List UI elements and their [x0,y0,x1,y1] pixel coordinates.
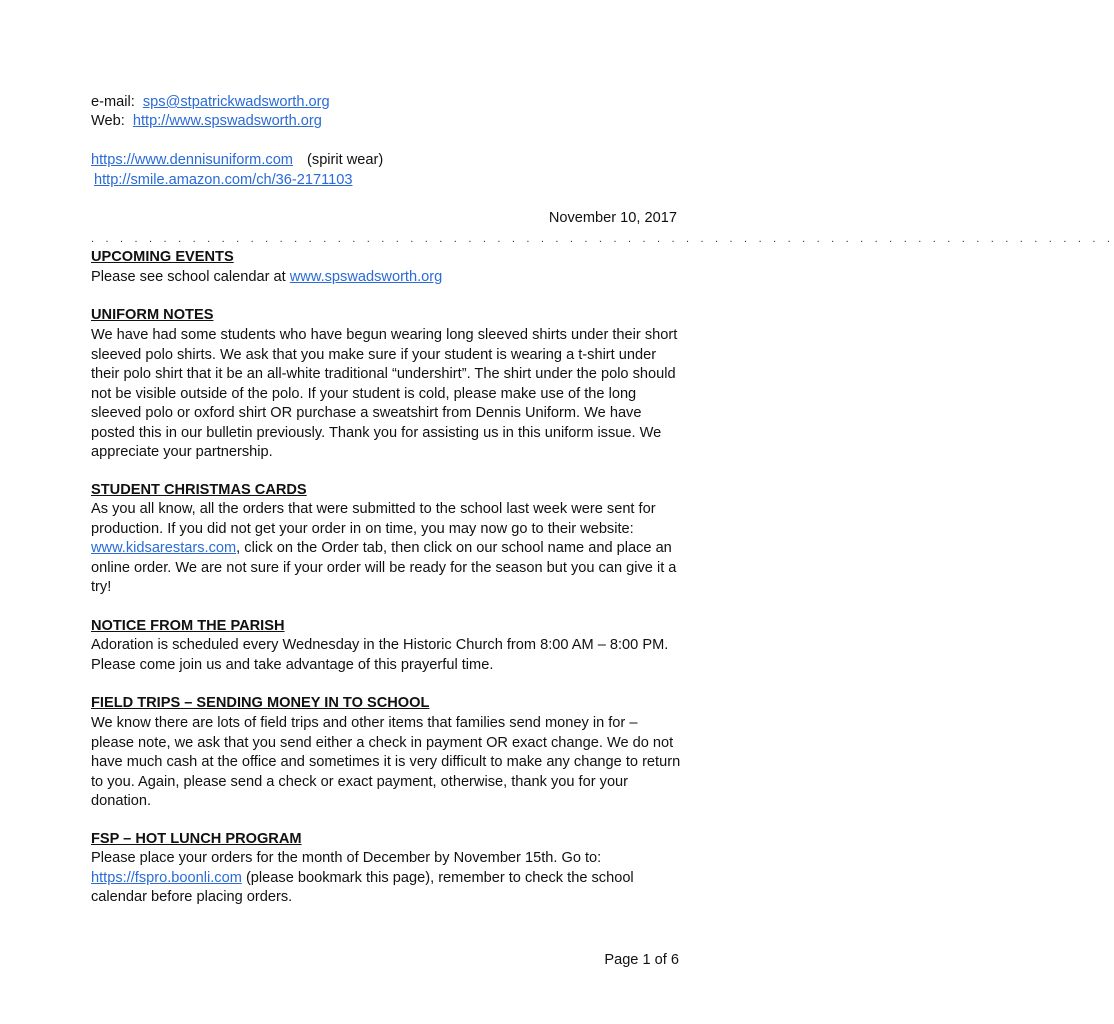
hot-lunch-body: Please place your orders for the month of December by November 15th. Go to: [91,850,602,866]
uniform-line [91,151,383,171]
parish-notice-heading: NOTICE FROM THE PARISH [91,618,285,634]
amazon-line [94,171,353,191]
web-line [91,112,322,132]
uniform-notes-text: We have had some students who have begun wearing long sleeved shirts under their short sleeved polo shirts. We ask that you make sure if your student is wearing a t-shirt under their polo shirt that it be an all-white traditional “undershirt”. The shirt under the polo should not be visible outside of the polo. If your student is cold, please make use of the long sleeved polo or oxford shirt OR purchase a sweatshirt from Dennis Uniform. We have posted this in our bulletin previously. Thank you for assisting us in this uniform issue. We appreciate your partnership. [91,327,678,460]
letter-date: November 10, 2017 [548,210,677,226]
calendar-link[interactable]: www.spswadsworth.org [289,269,443,285]
dotted-divider: . . . . . . . . . . . . . . . . . . . . . . . . . . . . . . . . . . . . . . . . . . . . . . . . . . . . . . . . . . . . . . . . . . . . . . . [91,233,1114,245]
upcoming-events-text [91,268,442,288]
hot-lunch-heading: FSP – HOT LUNCH PROGRAM [91,831,302,847]
uniform-notes-heading: UNIFORM NOTES [91,307,214,323]
christmas-cards-text [91,500,681,598]
field-trips-text: We know there are lots of field trips and other items that families send money in for – please note, we ask that you send either a check in payment OR exact change. We do not have much cash at the office and sometimes it is very difficult to make any change to return to you. Again, please send a check or exact payment, otherwise, thank you for your donation. [91,715,681,809]
christmas-cards-body: As you all know, all the orders that were submitted to the school last week were sent for production. If you did not get your order in on time, you may now go to their website: [91,501,656,537]
page-number: Page 1 of 6 [604,952,679,968]
upcoming-events-body: Please see school calendar at [91,269,290,285]
spirit-wear-note: (spirit wear) [307,152,384,168]
web-label: Web: [91,113,125,129]
upcoming-events-heading: UPCOMING EVENTS [91,249,234,265]
amazon-smile-link[interactable]: http://smile.amazon.com/ch/36-2171103 [94,172,353,188]
christmas-cards-heading: STUDENT CHRISTMAS CARDS [91,482,307,498]
hot-lunch-body-end: (please bookmark this page), remember to check the school calendar before placing orders. [91,869,634,905]
email-link[interactable]: sps@stpatrickwadsworth.org [142,94,330,110]
email-line [91,93,330,113]
web-link[interactable]: http://www.spswadsworth.org [132,113,322,129]
hot-lunch-text [91,849,681,908]
boonli-link[interactable]: https://fspro.boonli.com [91,869,242,886]
kidsarestars-link[interactable]: www.kidsarestars.com [91,540,237,556]
christmas-cards-body-end: , click on the Order tab, then click on our school name and place an online order. We are not sure if your order will be ready for the season but you can give it a try! [91,540,677,595]
dennis-uniform-link[interactable]: https://www.dennisuniform.com [91,152,293,168]
parish-notice-text: Adoration is scheduled every Wednesday in the Historic Church from 8:00 AM – 8:00 PM. Please come join us and take advantage of this prayerful time. [91,637,669,673]
email-label: e-mail: [91,94,135,110]
field-trips-heading: FIELD TRIPS – SENDING MONEY IN TO SCHOOL [91,695,430,711]
